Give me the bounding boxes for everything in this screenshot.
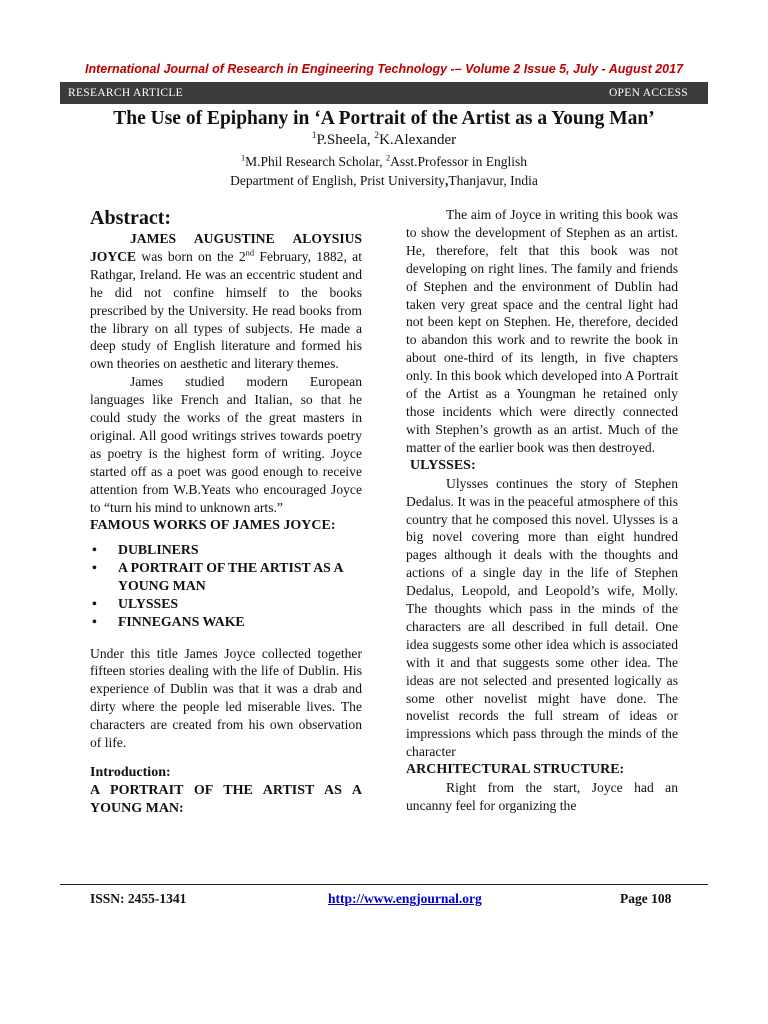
role1: M.Phil Research Scholar,	[245, 154, 386, 169]
article-banner	[60, 82, 708, 104]
authors	[0, 132, 768, 149]
ordinal-suffix: nd	[245, 247, 255, 258]
paper-title: The Use of Epiphany in ‘A Portrait of the Artist as a Young Man’	[113, 108, 655, 129]
department-comma: ,	[445, 173, 449, 188]
role2-marker: 2	[385, 153, 391, 163]
famous-works-heading: FAMOUS WORKS OF JAMES JOYCE:	[90, 517, 336, 533]
bullet-icon: •	[92, 595, 97, 611]
right-column	[406, 206, 678, 815]
list-item	[90, 613, 362, 631]
portrait-paragraph: The aim of Joyce in writing this book was to show the development of Stephen as an artist. He, therefore, felt that this book was not developing on right lines. The family and friends of Stephen and the environment of Dublin had taken very great space and the central light had not been kept on Stephen. He, therefore, decided to abandon this work and to rewrite the book in about one-third of its length, in five chapters only. In this book which developed into A Portrait of the Artist as a Youngman he retained only those incidents which were directly connected with Stephen’s growth as an artist. Much of the matter of the earlier book was then destroyed.	[406, 207, 678, 455]
role2: Asst.Professor in English	[390, 154, 528, 169]
abstract-paragraph-2: James studied modern European languages like French and Italian, so that he could study the works of the great masters in original. All good writings strives towards poetry as poetry is the highest form of writing. Joyce started off as a poet was good enough to receive attention from W.B.Yeats who encouraged Joyce to “turn his mind to unknown arts.”	[90, 374, 362, 515]
journal-title: International Journal of Research in Engineering Technology -– Volume 2 Issue 5, July - August 2017	[84, 62, 684, 76]
famous-works-list	[90, 541, 362, 631]
architectural-structure-heading: ARCHITECTURAL STRUCTURE:	[406, 762, 625, 778]
author1-name: P.Sheela,	[316, 132, 375, 148]
joyce-full-name: JAMES AUGUSTINE ALOYSIUS JOYCE	[90, 231, 362, 264]
bullet-icon: •	[92, 559, 97, 575]
left-column	[90, 206, 362, 818]
author2-marker: 2	[374, 131, 380, 141]
list-item	[90, 541, 362, 559]
introduction-heading: Introduction:	[90, 764, 171, 780]
bullet-icon: •	[92, 613, 97, 629]
role1-marker: 1	[240, 153, 246, 163]
author2-name: K.Alexander	[379, 132, 457, 148]
ulysses-heading: ULYSSES:	[410, 457, 476, 473]
footer-issn: ISSN: 2455-1341	[90, 891, 187, 906]
affiliation-roles	[0, 152, 768, 171]
footer-journal-link[interactable]: http://www.engjournal.org	[328, 891, 482, 906]
portrait-subheading: A PORTRAIT OF THE ARTIST AS A YOUNG MAN:	[90, 782, 362, 816]
work-title: A PORTRAIT OF THE ARTIST AS A YOUNG MAN	[118, 559, 343, 593]
city: Thanjavur, India	[448, 173, 538, 188]
abstract-heading: Abstract:	[90, 207, 172, 229]
open-access-label: OPEN ACCESS	[608, 87, 688, 99]
affiliation-department	[0, 171, 768, 190]
architectural-paragraph: Right from the start, Joyce had an uncanny feel for organizing the	[406, 780, 678, 814]
abstract-paragraph-1	[90, 230, 362, 373]
work-title: ULYSSES	[118, 595, 179, 611]
list-item	[90, 595, 362, 613]
dubliners-paragraph: Under this title James Joyce collected together fifteen stories dealing with the life of Dublin. His experience of Dublin was that it was a drab and dirty where the people led miserable lives. The characters are created from his own observation of life.	[90, 645, 362, 751]
author1-marker: 1	[311, 131, 317, 141]
article-type-label: RESEARCH ARTICLE	[68, 87, 183, 99]
footer-divider	[60, 884, 708, 885]
list-item	[90, 559, 362, 595]
work-title: DUBLINERS	[118, 541, 199, 557]
bullet-icon: •	[92, 541, 97, 557]
department: Department of English, Prist University	[230, 173, 446, 188]
ulysses-paragraph: Ulysses continues the story of Stephen Dedalus. It was in the peaceful atmosphere of this country that he composed this novel. Ulysses is a big novel covering more than eight hundred pages although it deals with the thoughts and actions of a single day in the life of Stephen Dedalus, Leopold, and Leopold’s wife, Molly. The thoughts which pass in the minds of the characters are all described in full detail. One idea suggests some other idea which is associated with it and that suggests some other idea. The ideas are not selected and presented logically as some other novelist might have done. The novelist records the full stream of ideas or impressions which pass through the minds of the character	[406, 475, 678, 760]
work-title: FINNEGANS WAKE	[118, 613, 245, 629]
footer-page-number: Page 108	[620, 891, 672, 906]
abstract-p1-text-b: February, 1882, at Rathgar, Ireland. He was an eccentric student and he did not confine himself to the books prescribed by the University. He read books from the library on all types of subjects. He made a deep study of English literature and formed his own theories on aesthetic and literary themes.	[90, 248, 362, 372]
affiliation	[0, 152, 768, 190]
abstract-p1-text-a: was born on the 2	[136, 248, 246, 264]
